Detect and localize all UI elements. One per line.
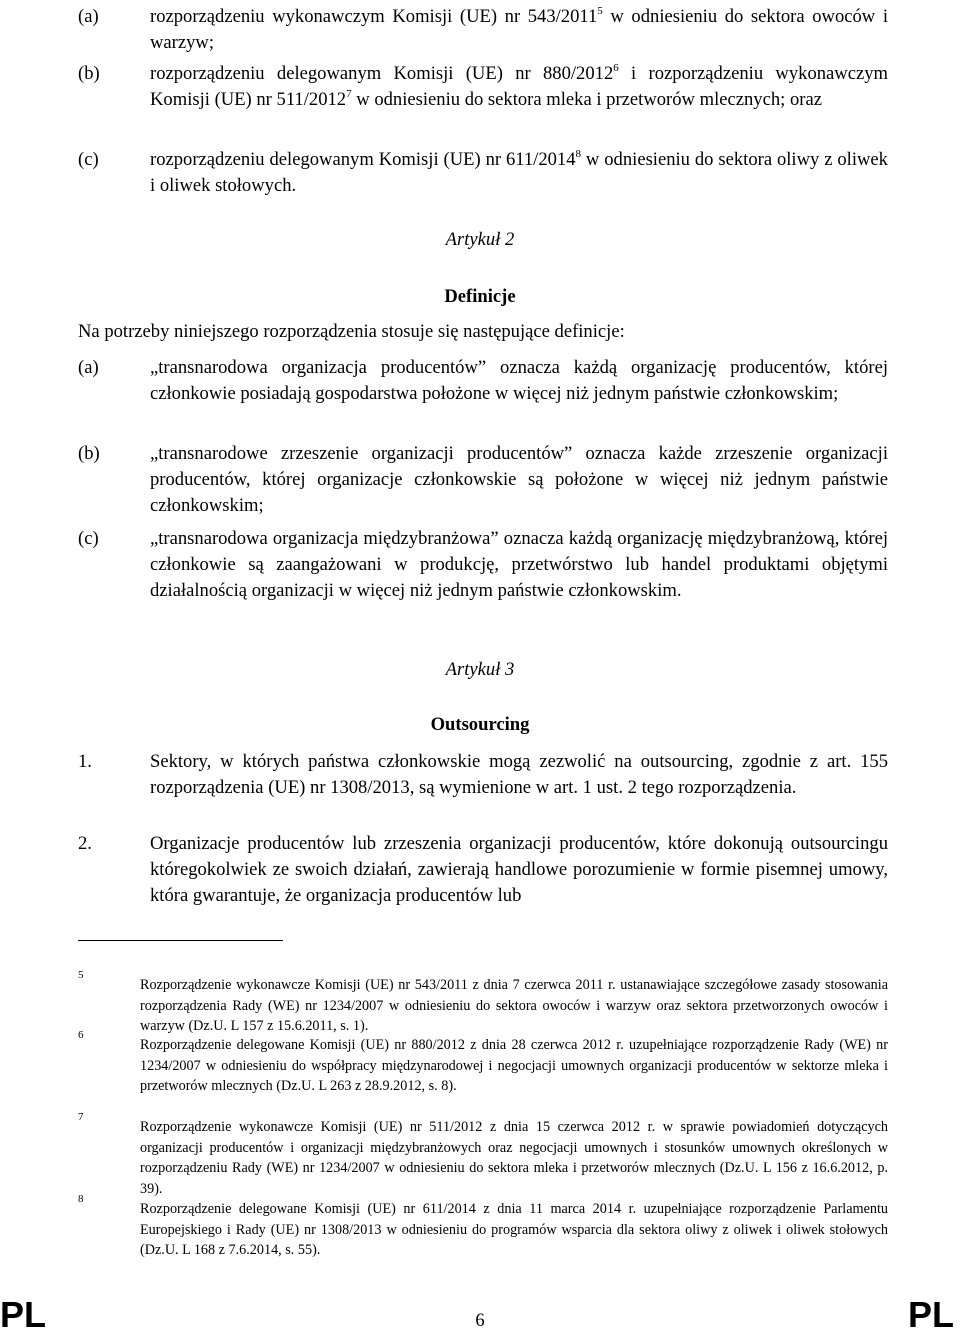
- page-number: 6: [475, 1310, 485, 1331]
- footnote-ref-5[interactable]: 5: [597, 4, 603, 17]
- article-2-subtitle: Definicje: [444, 286, 516, 307]
- definition-item-a: [78, 355, 888, 433]
- paragraph-text: Sektory, w których państwa członkowskie mogą zezwolić na outsourcing, zgodnie z art. 155 rozporządzenia (UE) nr 1308/2013, są wymienione w art. 1 ust. 2 tego rozporządzenia.: [150, 751, 888, 798]
- definition-text: „transnarodowa organizacja międzybranżowa” oznacza każdą organizację międzybranżową, której członkowie są zaangażowani w produkcję, przetwórstwo lub handel produktami objętymi działalnością organizacji w więcej niż jednym państwie członkowskim.: [150, 528, 888, 601]
- footnote-number: 5: [78, 969, 84, 981]
- footnote-separator: [78, 940, 283, 941]
- list-text: rozporządzeniu wykonawczym Komisji (UE) nr 543/2011$^5$ w odniesieniu do sektora owoców i warzyw;: [150, 4, 888, 53]
- article-2-title: Artykuł 2: [445, 229, 515, 250]
- article-2-intro: Na potrzeby niniejszego rozporządzenia stosuje się następujące definicje:: [78, 321, 625, 342]
- article-3-title: Artykuł 3: [445, 659, 515, 680]
- list-label: (b): [78, 443, 100, 464]
- paragraph-number: 2.: [78, 833, 92, 854]
- footnote-ref-8[interactable]: 8: [575, 147, 582, 160]
- list-label: (a): [78, 357, 99, 378]
- list-text: rozporządzeniu delegowanym Komisji (UE) nr 611/2014$^8$ w odniesieniu do sektora oliwy z oliwek i oliwek stołowych.: [150, 147, 888, 196]
- language-code-right: PL: [907, 1294, 954, 1335]
- footnote-text: Rozporządzenie delegowane Komisji (UE) nr 611/2014 z dnia 11 marca 2014 r. uzupełniające rozporządzenie Parlamentu Europejskiego i Rady (UE) nr 1308/2013 w odniesieniu do programów wsparcia dla sektora oliwy z oliwek i oliwek stołowych (Dz.U. L 168 z 7.6.2014, s. 55).: [140, 1201, 888, 1258]
- list-item-b: [78, 61, 888, 139]
- footnote-7: [78, 1111, 888, 1199]
- paragraph-text: Organizacje producentów lub zrzeszenia organizacji producentów, które dokonują outsourcingu któregokolwiek ze swoich działań, zawierają handlowe porozumienie w formie pisemnej umowy, która gwarantuje, że organizacja producentów lub: [150, 833, 888, 906]
- list-item-a: [78, 4, 888, 56]
- article-3-subtitle: Outsourcing: [430, 714, 530, 735]
- paragraph-2: [78, 831, 888, 909]
- footnote-number: 7: [78, 1111, 84, 1123]
- list-text: rozporządzeniu delegowanym Komisji (UE) nr 880/2012$^6$ i rozporządzeniu wykonawczym Komisji (UE) nr 511/2012$^7$ w odniesieniu do sektora mleka i przetworów mlecznych; oraz: [150, 61, 888, 110]
- footnote-ref-6[interactable]: 6: [613, 61, 619, 74]
- footnote-number: 8: [78, 1193, 84, 1205]
- definition-item-c: [78, 526, 888, 630]
- list-item-c: [78, 147, 888, 199]
- list-label: (c): [78, 149, 99, 170]
- paragraph-number: 1.: [78, 751, 92, 772]
- footnote-ref-7[interactable]: 7: [346, 87, 352, 100]
- footnote-6: [78, 1029, 888, 1117]
- definition-text: „transnarodowa organizacja producentów” oznacza każdą organizację producentów, której członkowie posiadają gospodarstwa położone w więcej niż jednym państwie członkowskim;: [150, 357, 888, 404]
- definition-item-b: [78, 441, 888, 519]
- footnote-8: [78, 1193, 888, 1261]
- footnote-number: 6: [78, 1029, 84, 1041]
- footnote-text: Rozporządzenie delegowane Komisji (UE) nr 880/2012 z dnia 28 czerwca 2012 r. uzupełniające rozporządzenie Rady (WE) nr 1234/2007 w odniesieniu do współpracy międzynarodowej i negocjacji umownych organizacji producentów w sektorze mleka i przetworów mlecznych (Dz.U. L 263 z 28.9.2012, s. 8).: [140, 1037, 888, 1094]
- footnote-text: Rozporządzenie wykonawcze Komisji (UE) nr 511/2012 z dnia 15 czerwca 2012 r. w sprawie powiadomień dotyczących organizacji producentów i organizacji międzybranżowych oraz negocjacji umownych i stosunków umownych określonych w rozporządzeniu Rady (WE) nr 1234/2007 w odniesieniu do sektora mleka i przetworów mlecznych (Dz.U. L 156 z 16.6.2012, p. 39).: [140, 1119, 888, 1197]
- list-label: (c): [78, 528, 99, 549]
- list-label: (a): [78, 6, 99, 27]
- language-code-left: PL: [0, 1294, 47, 1335]
- list-label: (b): [78, 63, 100, 84]
- footnote-text: Rozporządzenie wykonawcze Komisji (UE) nr 543/2011 z dnia 7 czerwca 2011 r. ustanawiające szczegółowe zasady stosowania rozporządzenia Rady (WE) nr 1234/2007 w odniesieniu do sektora owoców i warzyw oraz sektora przetworzonych owoców i warzyw (Dz.U. L 157 z 15.6.2011, s. 1).: [140, 977, 888, 1034]
- footnote-5: [78, 969, 888, 1035]
- paragraph-1: [78, 749, 888, 827]
- definition-text: „transnarodowe zrzeszenie organizacji producentów” oznacza każde zrzeszenie organizacji producentów, której organizacje członkowskie są położone w więcej niż jednym państwie członkowskim;: [150, 443, 888, 516]
